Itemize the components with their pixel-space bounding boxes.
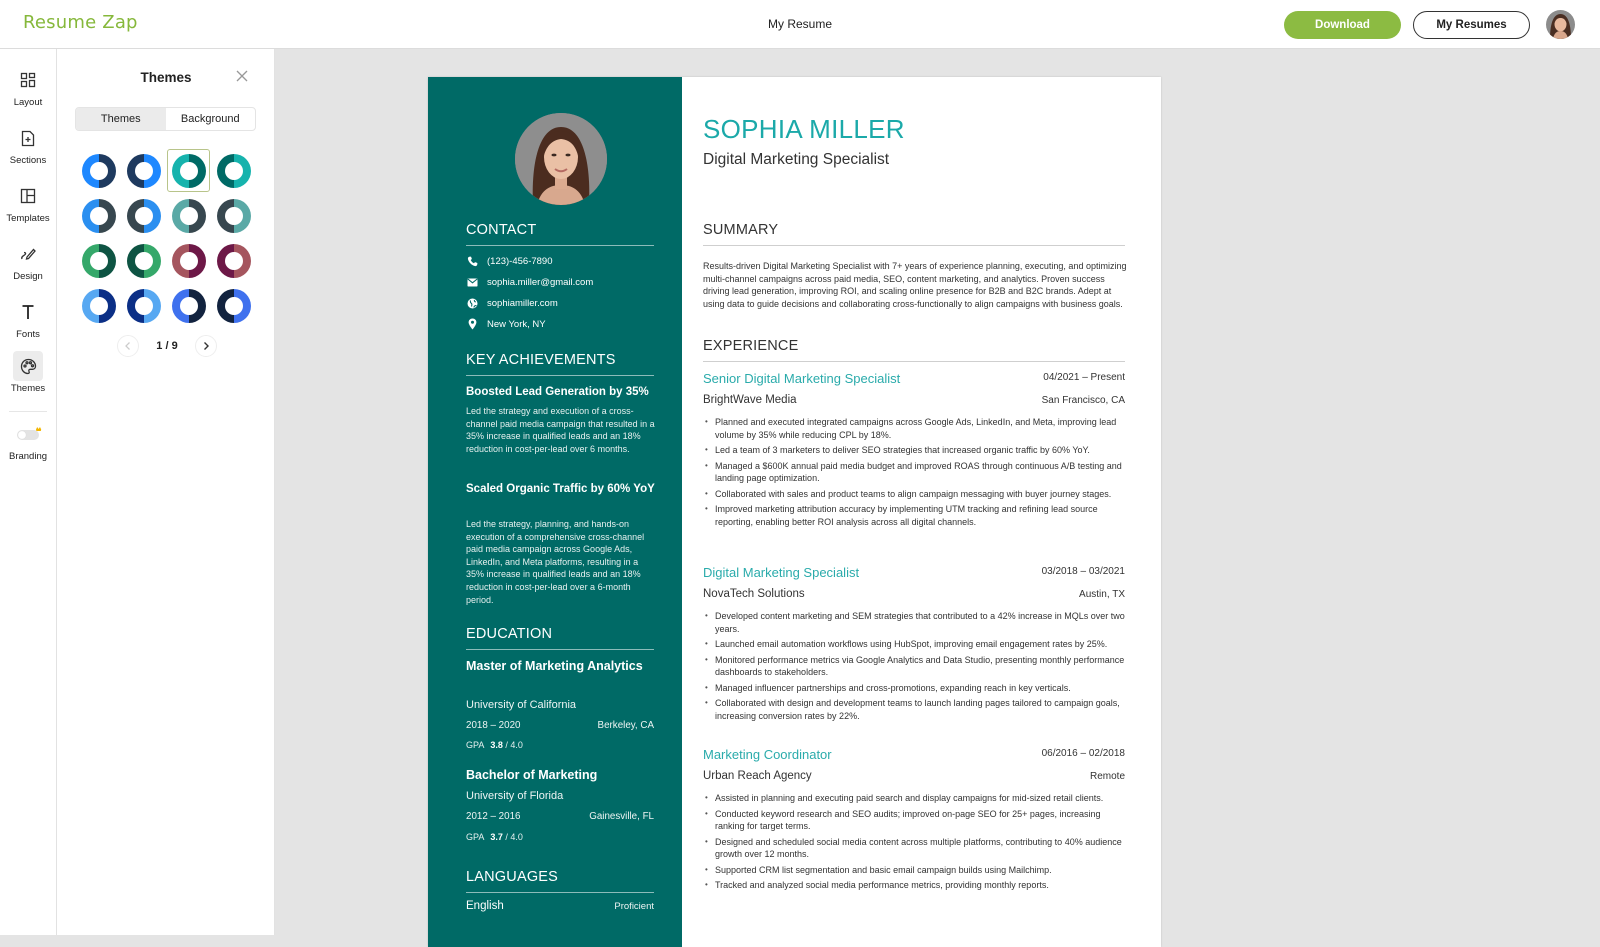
education-school[interactable]: University of California [466,699,577,711]
education-dates: 2018 – 2020 [466,720,521,731]
bullet-item[interactable]: • Developed content marketing and SEM strategies that contributed to a 42% increase in MQLs over two years. [703,610,1127,635]
rail-item-sections[interactable] [0,123,56,179]
color-ring-icon [127,154,161,188]
job-bullets [703,792,1127,895]
rail-label: Layout [13,97,43,108]
theme-swatch[interactable] [77,149,120,192]
job-location: San Francisco, CA [1041,395,1125,406]
website-text: sophiamiller.com [487,297,558,309]
education-school[interactable]: University of Florida [466,790,564,802]
rail-item-fonts[interactable] [0,297,56,353]
achievement-body[interactable]: Led the strategy, planning, and hands-on execution of a comprehensive cross-channel paid media campaign across Google Ads, LinkedIn, and Meta platforms, resulting in a 35% increase in qualified leads and an 18% reduction in cost-per-lead over a 6-month period. [466,519,645,605]
theme-swatch[interactable] [122,239,165,282]
rail-divider [9,411,47,412]
phone-text: (123)-456-7890 [487,255,553,267]
rail-label: Fonts [16,329,40,340]
theme-swatch[interactable] [122,284,165,327]
gpa-value: 3.7 [490,832,503,842]
divider [703,245,1125,246]
bullet-item[interactable]: • Led a team of 3 marketers to deliver SEO strategies that increased organic traffic by 60% YoY. [703,444,1127,457]
rail-item-branding[interactable] [0,419,56,475]
candidate-name[interactable]: SOPHIA MILLER [703,114,905,144]
location-pin-icon [466,318,478,330]
email-text: sophia.miller@gmail.com [487,276,594,288]
bullet-item[interactable]: • Conducted keyword research and SEO audits; improved on-page SEO for 25+ pages, increasing ranking for target terms. [703,808,1127,833]
rail-label: Branding [8,451,48,462]
globe-icon [466,297,478,309]
education-dates: 2012 – 2016 [466,811,521,822]
page-indicator: 1 / 9 [156,340,178,352]
language-name: English [466,900,504,912]
contact-phone[interactable] [466,255,553,267]
download-button[interactable]: Download [1284,11,1401,39]
contact-heading: CONTACT [466,222,537,238]
education-meta [466,811,654,822]
education-location: Berkeley, CA [597,720,654,731]
job-title[interactable]: Senior Digital Marketing Specialist [703,371,901,386]
achievement-title[interactable]: Boosted Lead Generation by 35% [466,386,649,398]
theme-swatch[interactable] [212,239,255,282]
document-title[interactable]: My Resume [767,17,832,31]
bullet-item[interactable]: • Monitored performance metrics via Google Analytics and Data Studio, presenting monthly performance dashboards to stakeholders. [703,654,1127,679]
bullet-item[interactable]: • Planned and executed integrated campaigns across Google Ads, LinkedIn, and Meta, improving lead volume by 35% while reducing CPL by 18%. [703,416,1127,441]
phone-icon [466,255,478,267]
education-gpa [466,740,523,750]
bullet-item[interactable]: • Collaborated with design and development teams to launch landing pages tailored to campaign goals, increasing conversion rates by 22%. [703,697,1127,722]
themes-panel [57,49,275,935]
color-ring-icon [82,289,116,323]
job-company[interactable]: Urban Reach Agency [703,770,812,782]
top-bar [0,0,1600,49]
color-ring-icon [82,199,116,233]
logo[interactable]: Resume Zap [23,12,138,33]
job-company[interactable]: NovaTech Solutions [703,588,805,600]
gpa-label: GPA [466,832,485,842]
job-bullets [703,416,1127,531]
template-icon [13,181,43,211]
rail-label: Sections [9,155,47,166]
font-icon [13,297,43,327]
add-file-icon [13,123,43,153]
my-resumes-button[interactable]: My Resumes [1413,11,1530,39]
rail-label: Design [13,271,43,282]
tool-rail [0,49,57,935]
bullet-item[interactable]: • Managed a $600K annual paid media budget and improved ROAS through continuous A/B testing and landing page optimization. [703,460,1127,485]
job-company[interactable]: BrightWave Media [703,394,797,406]
profile-photo[interactable] [515,113,607,205]
theme-swatch[interactable] [212,149,255,192]
bullet-item[interactable]: • Improved marketing attribution accuracy by implementing UTM tracking and refining lead source reporting, enabling better ROI analysis across all digital channels. [703,503,1127,528]
education-heading: EDUCATION [466,626,553,642]
branding-toggle-icon[interactable] [13,419,43,449]
bullet-item[interactable]: • Tracked and analyzed social media performance metrics, providing monthly reports. [703,879,1127,892]
color-ring-icon [172,289,206,323]
color-ring-icon [82,244,116,278]
tab-themes[interactable]: Themes [76,108,166,130]
theme-swatch[interactable] [77,284,120,327]
job-location: Austin, TX [1079,589,1125,600]
location-text: New York, NY [487,318,546,330]
job-bullets [703,610,1127,725]
theme-swatch-grid [77,149,259,329]
rail-item-themes[interactable] [0,351,56,407]
color-ring-icon [82,154,116,188]
color-ring-icon [127,199,161,233]
contact-email[interactable] [466,276,593,288]
theme-swatch[interactable] [167,149,210,192]
theme-swatch[interactable] [77,194,120,237]
theme-tab-switch [75,107,256,131]
education-location: Gainesville, FL [589,811,654,822]
theme-swatch[interactable] [77,239,120,282]
language-item[interactable] [466,900,654,912]
candidate-headline[interactable]: Digital Marketing Specialist [703,151,890,168]
theme-swatch[interactable] [212,284,255,327]
job-title[interactable]: Marketing Coordinator [703,747,832,762]
rail-item-layout[interactable] [0,65,56,121]
email-icon [466,276,478,288]
divider [703,361,1125,362]
job-dates: 04/2021 – Present [1043,372,1125,383]
gpa-label: GPA [466,740,485,750]
languages-heading: LANGUAGES [466,869,559,885]
theme-swatch[interactable] [167,239,210,282]
job-dates: 06/2016 – 02/2018 [1041,748,1125,759]
next-page-button[interactable] [195,335,217,357]
achievement-body[interactable]: Led the strategy and execution of a cross-channel paid media campaign that resulted in a 35% increase in qualified leads and an 18% reduction in cost-per-lead over 6 months. [466,406,655,454]
job-dates: 03/2018 – 03/2021 [1041,566,1125,577]
color-ring-icon [217,244,251,278]
color-ring-icon [172,154,206,188]
rail-label: Templates [6,213,50,224]
color-ring-icon [172,244,206,278]
theme-swatch[interactable] [122,149,165,192]
summary-text[interactable]: Results-driven Digital Marketing Specialist with 7+ years of experience planning, executing, and optimizing multi-channel campaigns across paid media, SEO, content marketing, and analytics. Proven success driving lead generation, improving ROI, and scaling online presence for B2B and B2C brands. Adept at using data to guide decisions and collaborating cross-functionally to align campaigns with business goals. [703,261,1127,309]
job-title[interactable]: Digital Marketing Specialist [703,565,860,580]
contact-website[interactable] [466,297,558,309]
education-gpa [466,832,523,842]
divider [466,375,654,376]
user-avatar[interactable] [1546,10,1575,39]
color-ring-icon [172,199,206,233]
achievements-heading: KEY ACHIEVEMENTS [466,352,616,368]
bullet-item[interactable]: • Collaborated with sales and product teams to align campaign messaging with buyer journey stages. [703,488,1127,501]
bullet-item[interactable]: • Managed influencer partnerships and cross-promotions, expanding reach in key verticals. [703,682,1127,695]
rail-item-design[interactable] [0,239,56,295]
experience-heading: EXPERIENCE [703,338,799,354]
education-meta [466,720,654,731]
education-degree[interactable]: Master of Marketing Analytics [466,659,643,673]
pen-icon [13,239,43,269]
gpa-max: / 4.0 [505,740,523,750]
tab-background[interactable]: Background [180,113,240,125]
swatch-pager [117,335,217,357]
theme-swatch[interactable] [167,194,210,237]
theme-swatch[interactable] [122,194,165,237]
theme-swatch[interactable] [167,284,210,327]
contact-location[interactable] [466,318,546,330]
rail-label: Themes [10,383,46,394]
divider [466,245,654,246]
bullet-item[interactable]: • Designed and scheduled social media content across multiple platforms, contributing to 40% audience growth over 12 months. [703,836,1127,861]
theme-swatch[interactable] [212,194,255,237]
resume-page[interactable] [428,77,1161,947]
resume-main [682,77,1161,947]
divider [466,892,654,893]
close-icon[interactable] [235,69,249,83]
bullet-item[interactable]: • Assisted in planning and executing paid search and display campaigns for mid-sized retail clients. [703,792,1127,805]
gpa-max: / 4.0 [505,832,523,842]
prev-page-button[interactable] [117,335,139,357]
summary-heading: SUMMARY [703,222,779,238]
bullet-item[interactable]: • Launched email automation workflows using HubSpot, improving email engagement rates by 25%. [703,638,1127,651]
color-ring-icon [217,199,251,233]
color-ring-icon [217,154,251,188]
rail-item-templates[interactable] [0,181,56,237]
color-ring-icon [127,289,161,323]
job-location: Remote [1089,771,1125,782]
resume-sidebar [428,77,682,947]
color-ring-icon [217,289,251,323]
divider [466,649,654,650]
panel-title: Themes [140,70,192,85]
gpa-value: 3.8 [490,740,503,750]
palette-icon [13,351,43,381]
language-level: Proficient [614,901,654,912]
color-ring-icon [127,244,161,278]
achievement-title[interactable]: Scaled Organic Traffic by 60% YoY [466,483,655,495]
education-degree[interactable]: Bachelor of Marketing [466,768,598,782]
layout-grid-icon [13,65,43,95]
bullet-item[interactable]: • Supported CRM list segmentation and basic email campaign builds using Mailchimp. [703,864,1127,877]
